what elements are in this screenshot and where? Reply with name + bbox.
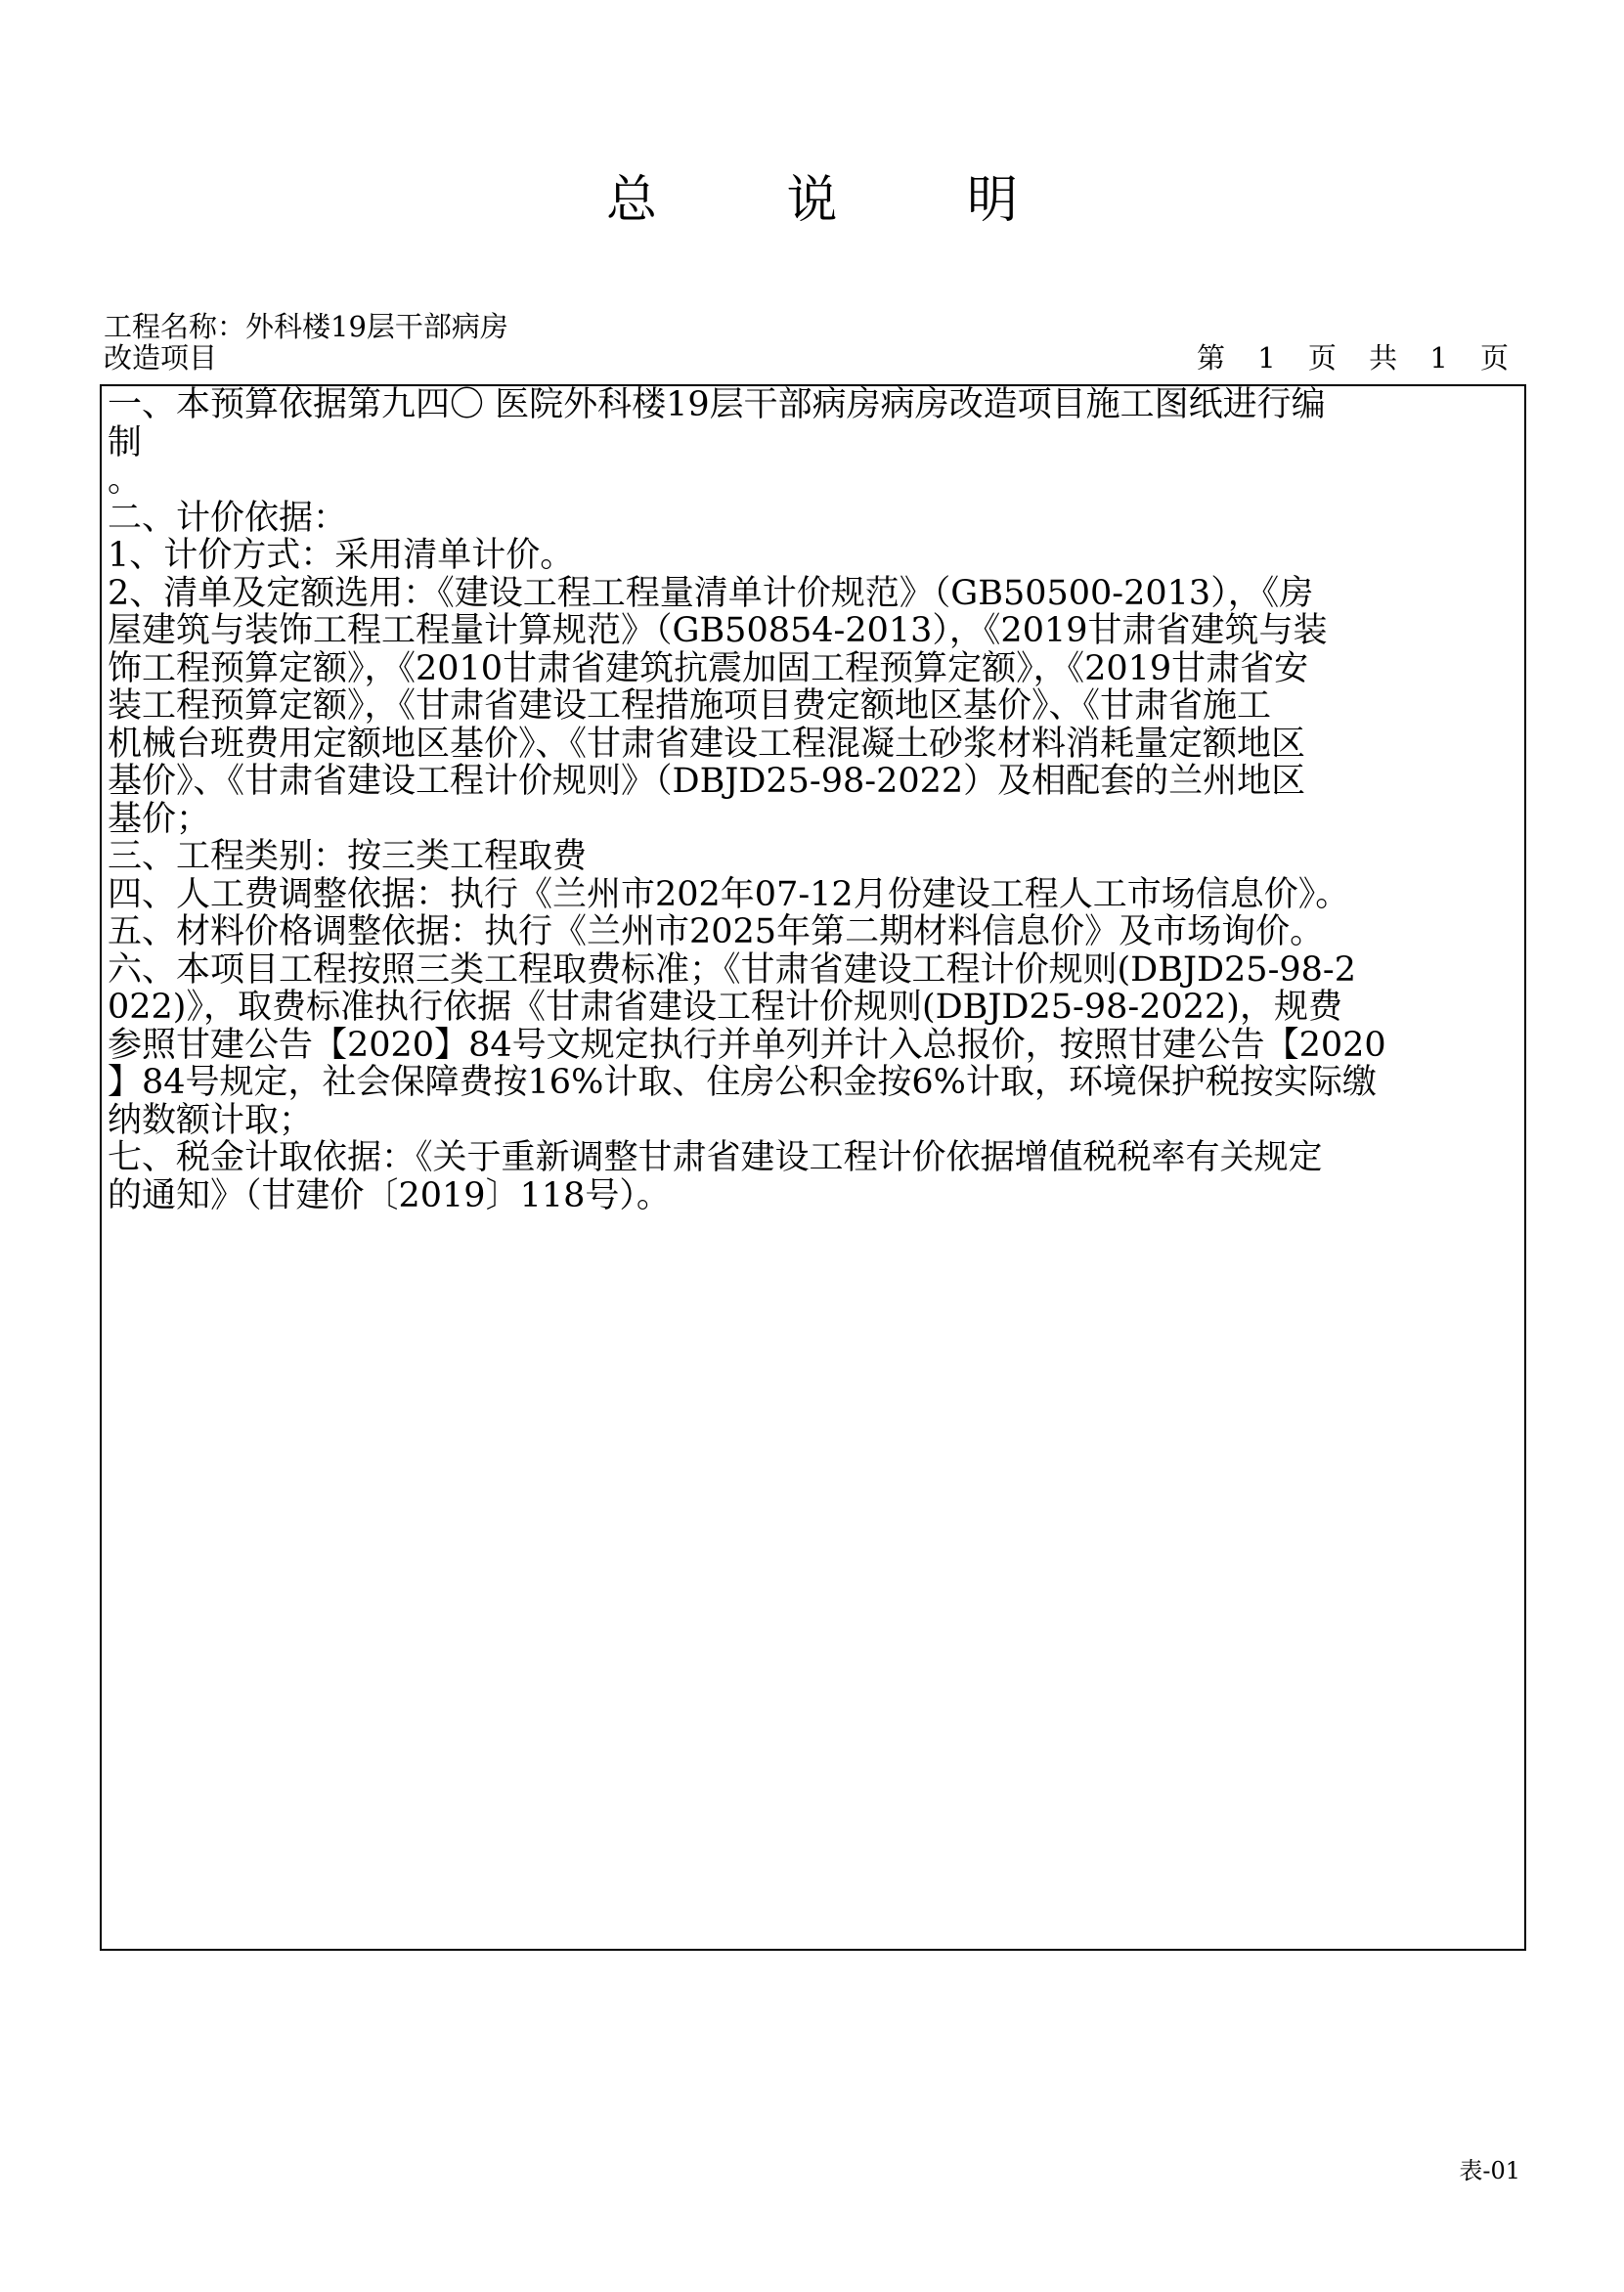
content-line: 屋建筑与装饰工程工程量计算规范》（GB50854-2013），《2019甘肃省建筑与装: [108, 611, 1328, 650]
project-name-line-1: 工程名称：外科楼19层干部病房: [104, 310, 508, 343]
content-line: 1、计价方式：采用清单计价。: [108, 536, 575, 575]
content-line: 饰工程预算定额》，《2010甘肃省建筑抗震加固工程预算定额》，《2019甘肃省安: [108, 648, 1309, 688]
content-line: 022)》，取费标准执行依据《甘肃省建设工程计价规则(DBJD25-98-2022)，规费: [108, 988, 1342, 1027]
content-line: 一、本预算依据第九四〇 医院外科楼19层干部病房病房改造项目施工图纸进行编: [108, 385, 1326, 424]
content-line: 。: [108, 461, 143, 500]
content-line: 纳数额计取；: [108, 1100, 314, 1140]
content-line: 四、人工费调整依据：执行《兰州市202年07-12月份建设工程人工市场信息价》。: [108, 874, 1350, 914]
content-line: 的通知》（甘建价〔2019〕118号）。: [108, 1175, 671, 1215]
project-name: [104, 311, 508, 374]
content-line: 七、税金计取依据：《关于重新调整甘肃省建设工程计价依据增值税税率有关规定: [108, 1138, 1323, 1177]
content-line: 基价》、《甘肃省建设工程计价规则》（DBJD25-98-2022）及相配套的兰州地区: [108, 762, 1306, 801]
content-line: 机械台班费用定额地区基价》、《甘肃省建设工程混凝土砂浆材料消耗量定额地区: [108, 724, 1306, 764]
content-box: [100, 384, 1526, 1951]
project-name-line-2: 改造项目: [104, 341, 218, 375]
content-line: 五、材料价格调整依据：执行《兰州市2025年第二期材料信息价》及市场询价。: [108, 912, 1325, 951]
content-line: 基价；: [108, 799, 211, 839]
form-code: 表-01: [1459, 2157, 1520, 2184]
page-title: 总 说 明: [605, 171, 1075, 230]
content-line: 参照甘建公告【2020】84号文规定执行并单列并计入总报价，按照甘建公告【2020: [108, 1025, 1386, 1065]
content-line: 装工程预算定额》，《甘肃省建设工程措施项目费定额地区基价》、《甘肃省施工: [108, 686, 1272, 726]
content-line: 二、计价依据：: [108, 498, 348, 538]
content-line: 制: [108, 422, 143, 463]
content-line: 2、清单及定额选用：《建设工程工程量清单计价规范》（GB50500-2013），《房: [108, 573, 1314, 613]
content-line: 三、工程类别：按三类工程取费: [108, 837, 588, 876]
content-line: 】84号规定，社会保障费按16%计取、住房公积金按6%计取，环境保护税按实际缴: [108, 1063, 1377, 1102]
page-indicator: 第 1 页 共 1 页: [1197, 341, 1520, 375]
content-line: 六、本项目工程按照三类工程取费标准；《甘肃省建设工程计价规则(DBJD25-98-2: [108, 949, 1357, 990]
